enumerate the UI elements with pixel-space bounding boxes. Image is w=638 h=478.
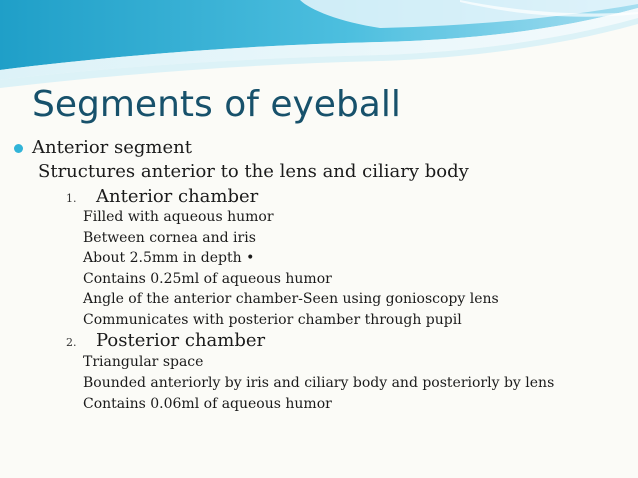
subheading: Structures anterior to the lens and ciliary body — [38, 161, 469, 182]
list-item: Filled with aqueous humor — [83, 209, 274, 225]
section-anterior-chamber — [66, 186, 258, 207]
section-heading: Posterior chamber — [96, 330, 266, 351]
list-item: Between cornea and iris — [83, 230, 256, 246]
section-heading: Anterior chamber — [96, 186, 259, 207]
list-item: Bounded anteriorly by iris and ciliary body and posteriorly by lens — [83, 375, 555, 391]
slide-title: Segments of eyeball — [32, 84, 401, 125]
list-item: Triangular space — [83, 354, 204, 370]
list-item: About 2.5mm in depth • — [83, 250, 255, 266]
list-item: Communicates with posterior chamber through pupil — [83, 312, 462, 328]
section-number: 2. — [66, 336, 77, 349]
section-posterior-chamber — [66, 330, 265, 351]
bullet-text: Anterior segment — [32, 137, 192, 158]
bullet-anterior-segment — [14, 137, 192, 158]
section-number: 1. — [66, 192, 77, 205]
list-item: Angle of the anterior chamber-Seen using gonioscopy lens — [83, 291, 499, 307]
list-item: Contains 0.25ml of aqueous humor — [83, 271, 332, 287]
list-item: Contains 0.06ml of aqueous humor — [83, 396, 332, 412]
bullet-dot-icon — [14, 144, 23, 153]
